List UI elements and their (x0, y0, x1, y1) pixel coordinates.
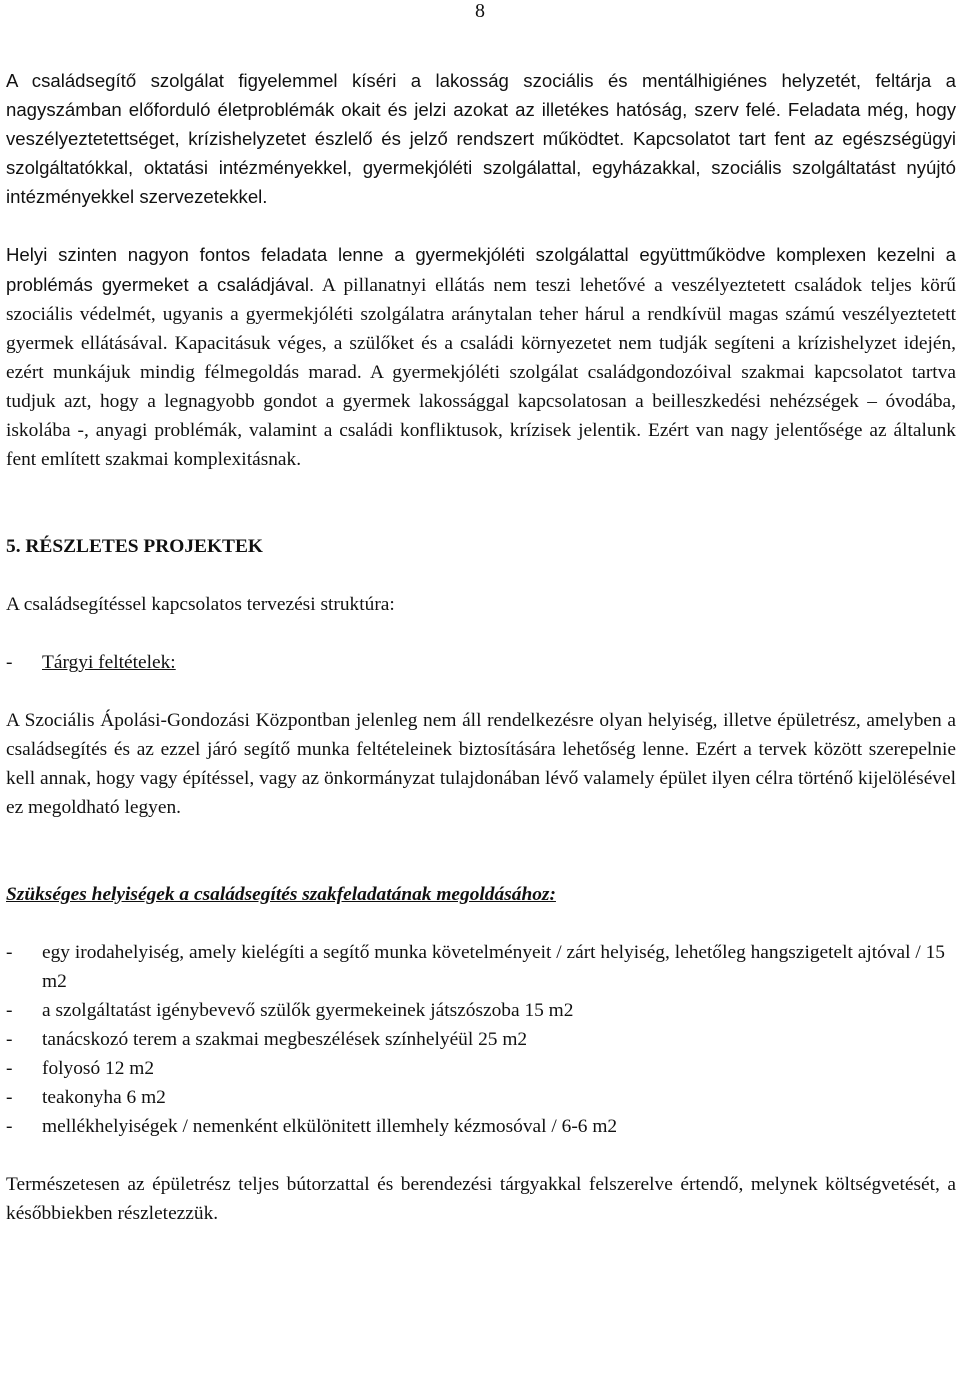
list-item-text: folyosó 12 m2 (42, 1058, 155, 1079)
document-body (6, 66, 956, 1228)
list-item (6, 1025, 956, 1054)
rooms-section-title: Szükséges helyiségek a családsegítés szakfeladatának megoldásához: (6, 884, 556, 905)
dash-marker: - (6, 1029, 13, 1050)
intro-text: A családsegítő szolgálat figyelemmel kíséri a lakosság szociális és mentálhigiénes helyzetét, feltárja a nagyszámban előforduló életproblémák okait és jelzi azokat az illetékes hatóság, szerv felé. Feladata még, hogy veszélyeztetettséget, krízishelyzetet észlelő és jelző rendszert működtet. Kapcsolatot tart fent az egészségügyi szolgáltatókkal, oktatási intézményekkel, gyermekjóléti szolgálattal, egyházakkal, szociális szolgáltatást nyújtó intézményekkel szervezetekkel. (6, 70, 956, 207)
list-item-text: teakonyha 6 m2 (42, 1087, 166, 1108)
dash-marker: - (6, 1087, 13, 1108)
structure-subtitle: A családsegítéssel kapcsolatos tervezési struktúra: (6, 594, 395, 615)
list-item (6, 996, 956, 1025)
dash-marker: - (6, 1116, 13, 1137)
dash-marker: - (6, 942, 13, 963)
intro-paragraph (6, 66, 956, 211)
list-item-text: tanácskozó terem a szakmai megbeszélések színhelyéül 25 m2 (42, 1029, 528, 1050)
list-item-text: a szolgáltatást igénybevevő szülők gyermekeinek játszószoba 15 m2 (42, 1000, 574, 1021)
section-heading: 5. RÉSZLETES PROJEKTEK (6, 536, 264, 557)
page-number: 8 (475, 0, 485, 22)
list-item (6, 1054, 956, 1083)
targyi-feltetelek-item (6, 648, 956, 677)
szocialis-paragraph: A Szociális Ápolási-Gondozási Központban jelenleg nem áll rendelkezésre olyan helyiség, illetve épületrész, amelyben a családsegítés és az ezzel járó segítő munka feltételeinek biztosítására lehetőség lenne. Ezért a tervek között szerepelnie kell annak, hogy vagy építéssel, vagy az önkormányzat tulajdonában lévő valamely épület ilyen célra történő kijelölésével ez megoldható legyen. (6, 710, 956, 818)
rooms-list (6, 938, 956, 1141)
closing-paragraph: Természetesen az épületrész teljes bútorzattal és berendezési tárgyakkal felszerelve értendő, melynek költségvetését, a későbbiekben részletezzük. (6, 1174, 956, 1224)
list-item-text: mellékhelyiségek / nemenként elkülönitett illemhely kézmosóval / 6-6 m2 (42, 1116, 618, 1137)
helyi-text-sans: Helyi szinten nagyon fontos feladata lenne a gyermekjóléti szolgálattal együttműködve komplexen kezelni a problémás gyermeket a családjával. (6, 244, 956, 295)
helyi-paragraph (6, 240, 956, 474)
dash-marker: - (6, 652, 13, 673)
list-item (6, 938, 956, 996)
list-item (6, 1083, 956, 1112)
list-item (6, 1112, 956, 1141)
list-item-text: egy irodahelyiség, amely kielégíti a segítő munka követelményeit / zárt helyiség, lehetőleg hangszigetelt ajtóval / 15 m2 (42, 942, 945, 992)
targyi-feltetelek-label: Tárgyi feltételek: (42, 652, 176, 673)
dash-marker: - (6, 1058, 13, 1079)
dash-marker: - (6, 1000, 13, 1021)
helyi-text-serif: A pillanatnyi ellátás nem teszi lehetővé a veszélyeztetett családok teljes körű szociális védelmét, ugyanis a gyermekjóléti szolgálatra aránytalan teher hárul a rendkívül magas számú veszélyeztetett gyermek ellátásával. Kapacitásuk véges, a szülőket és a családi környezetet nem tudják segíteni a krízishelyzet idején, ezért munkájuk mindig félmegoldás marad. A gyermekjóléti szolgálat családgondozóival szakmai kapcsolatot tartva tudjuk azt, hogy a legnagyobb gondot a gyermek lakossággal kapcsolatosan a beilleszkedési nehézségek – óvodába, iskolába -, anyagi problémák, valamint a családi konfliktusok, krízisek jelentik. Ezért van nagy jelentősége az általunk fent említett szakmai komplexitásnak. (6, 275, 956, 470)
